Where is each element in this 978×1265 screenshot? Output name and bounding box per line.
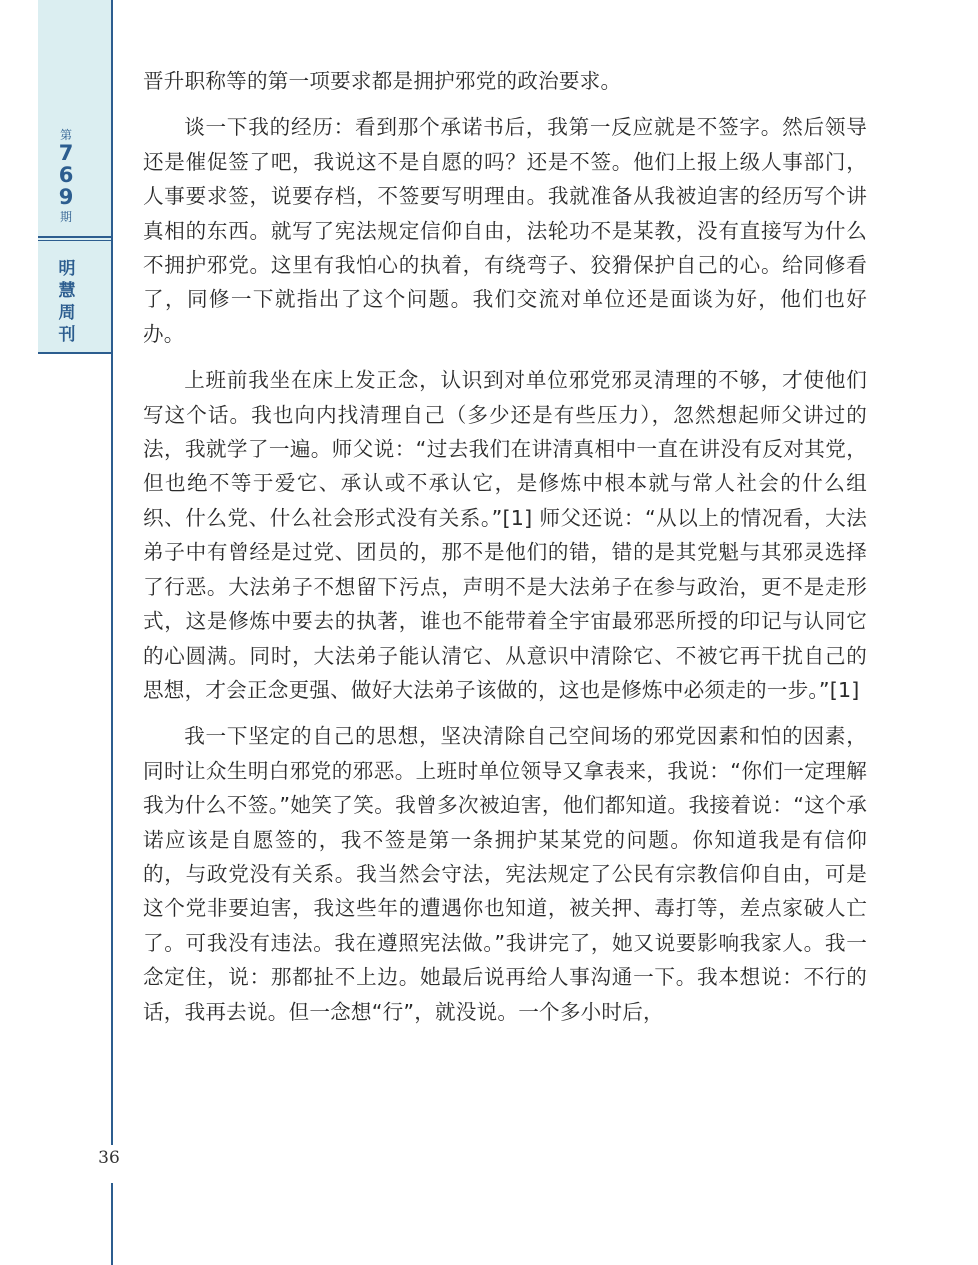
divider [38,240,112,241]
paragraph: 谈一下我的经历：看到那个承诺书后，我第一反应就是不签字。然后领导还是催促签了吧，我说这不是自愿的吗？还是不签。他们上报上级人事部门，人事要求签，说要存档，不签要写明理由。我就准备从我被迫害的经历写个讲真相的东西。就写了宪法规定信仰自由，法轮功不是某教，没有直接写为什么不拥护邪党。这里有我怕心的执着，有绕弯子、狡猾保护自己的心。给同修看了，同修一下就指出了这个问题。我们交流对单位还是面谈为好，他们也好办。 [143,115,867,346]
sidebar-tab [38,0,112,354]
margin-rule [111,0,113,1265]
magazine-title [38,258,96,346]
paragraph: 上班前我坐在床上发正念，认识到对单位邪党邪灵清理的不够，才使他们写这个话。我也向内找清理自己（多少还是有些压力），忽然想起师父讲过的法，我就学了一遍。师父说：“过去我们在讲清真相中一直在讲没有反对其党，但也绝不等于爱它、承认或不承认它，是修炼中根本就与常人社会的什么组织、什么党、什么社会形式没有关系。”[1] 师父还说：“从以上的情况看，大法弟子中有曾经是过党、团员的，那不是他们的错，错的是其党魁与其邪灵选择了行恶。大法弟子不想留下污点，声明不是大法弟子在参与政治，更不是走形式，这是修炼中要去的执著，谁也不能带着全宇宙最邪恶所授的印记与认同它的心圆满。同时，大法弟子能认清它、从意识中清除它、不被它再干扰自己的思想，才会正念更强、做好大法弟子该做的，这也是修炼中必须走的一步。”[1] [143,368,867,702]
page-number: 36 [98,1148,120,1168]
article-body [143,64,867,1041]
issue-prefix: 第 [59,128,72,142]
magazine-title-char: 明 [58,259,76,279]
paragraph: 我一下坚定的自己的思想，坚决清除自己空间场的邪党因素和怕的因素，同时让众生明白邪党的邪恶。上班时单位领导又拿表来，我说：“你们一定理解我为什么不签。”她笑了笑。我曾多次被迫害，他们都知道。我接着说：“这个承诺应该是自愿签的，我不签是第一条拥护某某党的问题。你知道我是有信仰的，与政党没有关系。我当然会守法，宪法规定了公民有宗教信仰自由，可是这个党非要迫害，我这些年的遭遇你也知道，被关押、毒打等，差点家破人亡了。可我没有违法。我在遵照宪法做。”我讲完了，她又说要影响我家人。我一念定住，说：那都扯不上边。她最后说再给人事沟通一下。我本想说：不行的话，我再去说。但一念想“行”，就没说。一个多小时后， [143,724,867,1024]
issue-digit: 7 [58,141,74,165]
issue-digit: 9 [58,185,74,209]
magazine-title-char: 慧 [58,281,76,301]
issue-number [38,142,94,208]
magazine-title-char: 刊 [58,325,76,345]
magazine-title-char: 周 [58,303,76,323]
issue-suffix: 期 [59,210,72,224]
issue-digit: 6 [58,163,74,187]
paragraph: 晋升职称等的第一项要求都是拥护邪党的政治要求。 [143,69,622,93]
divider [38,236,112,238]
